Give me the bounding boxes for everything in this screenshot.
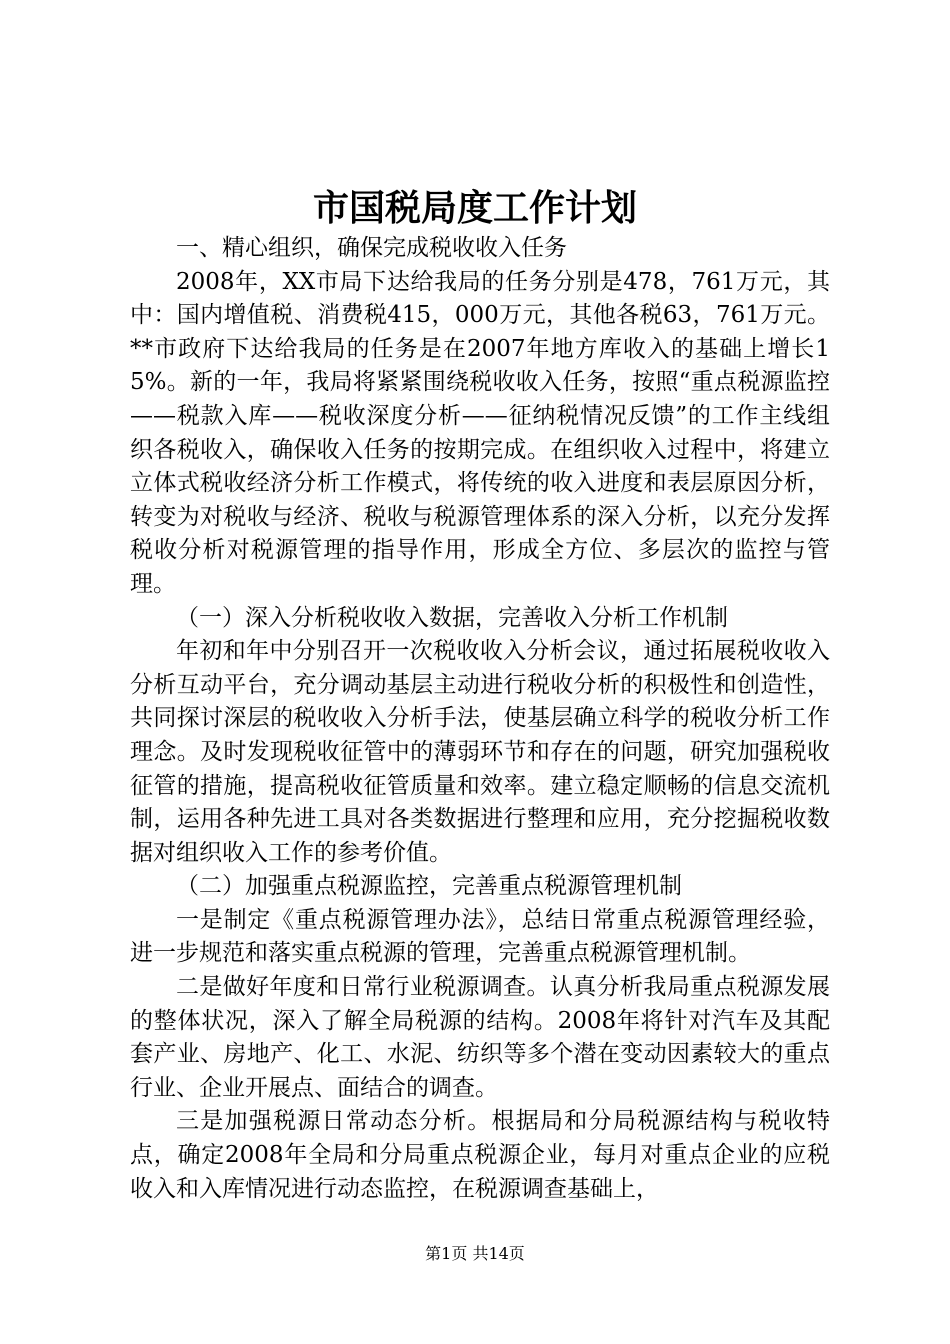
document-body	[130, 232, 830, 1206]
subsection-heading-1: （一）深入分析税收收入数据，完善收入分析工作机制	[176, 604, 728, 631]
section-heading-1: 一、精心组织，确保完成税收收入任务	[176, 235, 567, 261]
body-paragraph: 一是制定《重点税源管理办法》，总结日常重点税源管理经验，进一步规范和落实重点税源的管理，完善重点税源管理机制。	[130, 906, 830, 967]
body-paragraph: 二是做好年度和日常行业税源调查。认真分析我局重点税源发展的整体状况，深入了解全局税源的结构。2008年将针对汽车及其配套产业、房地产、化工、水泥、纺织等多个潜在变动因素较大的重点行业、企业开展点、面结合的调查。	[130, 974, 830, 1101]
subsection-heading-2: （二）加强重点税源监控，完善重点税源管理机制	[176, 873, 682, 900]
body-paragraph: 2008年，XX市局下达给我局的任务分别是478，761万元，其中：国内增值税、消费税415，000万元，其他各税63，761万元。**市政府下达给我局的任务是在2007年地方库收入的基础上增长15%。新的一年，我局将紧紧围绕税收收入任务，按照“重点税源监控——税款入库——税收深度分析——征纳税情况反馈”的工作主线组织各税收入，确保收入任务的按期完成。在组织收入过程中，将建立立体式税收经济分析工作模式，将传统的收入进度和表层原因分析，转变为对税收与经济、税收与税源管理体系的深入分析，以充分发挥税收分析对税源管理的指导作用，形成全方位、多层次的监控与管理。	[130, 268, 830, 597]
body-paragraph: 三是加强税源日常动态分析。根据局和分局税源结构与税收特点，确定2008年全局和分局重点税源企业，每月对重点企业的应税收入和入库情况进行动态监控，在税源调查基础上，	[130, 1108, 830, 1202]
body-paragraph: 年初和年中分别召开一次税收收入分析会议，通过拓展税收收入分析互动平台，充分调动基层主动进行税收分析的积极性和创造性，共同探讨深层的税收收入分析手法，使基层确立科学的税收分析工作理念。及时发现税收征管中的薄弱环节和存在的问题，研究加强税收征管的措施，提高税收征管质量和效率。建立稳定顺畅的信息交流机制，运用各种先进工具对各类数据进行整理和应用，充分挖掘税收数据对组织收入工作的参考价值。	[130, 638, 830, 866]
page-number-footer: 第1页 共14页	[425, 1244, 525, 1263]
document-title: 市国税局度工作计划	[312, 187, 637, 229]
